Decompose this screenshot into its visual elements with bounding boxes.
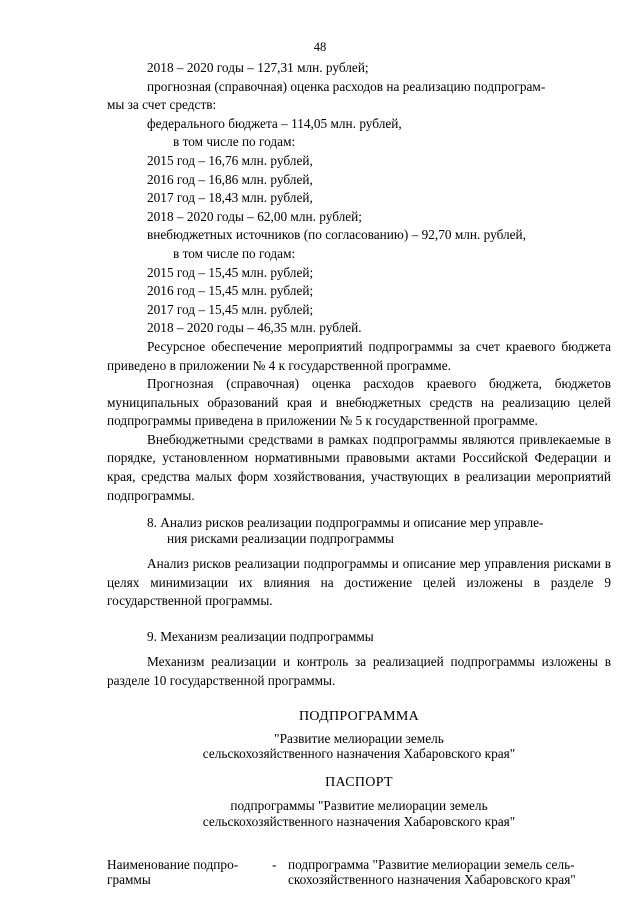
subprogram-name-line1: "Развитие мелиорации земель [274, 730, 444, 746]
passport-line2: сельскохозяйственного назначения Хабаровского края" [202, 813, 516, 829]
passport-row-label-line1: Наименование подпро- [107, 857, 239, 873]
section-8-heading [107, 515, 611, 547]
section-8-heading-line2: ния рисками реализации подпрограммы [167, 531, 394, 547]
passport-line1: подпрограммы "Развитие мелиорации земель [230, 798, 488, 814]
section-9-text: Механизм реализации и контроль за реализацией подпрограммы изложены в разделе 10 государственной программы. [107, 654, 611, 688]
funding-line: федерального бюджета – 114,05 млн. рублей, [147, 115, 402, 131]
funding-line: 2018 – 2020 годы – 62,00 млн. рублей; [147, 208, 362, 224]
subprogram-name-line2: сельскохозяйственного назначения Хабаровского края" [202, 746, 516, 762]
funding-line: 2015 год – 15,45 млн. рублей; [147, 264, 314, 280]
passport-row-label [107, 857, 257, 887]
funding-line: прогнозная (справочная) оценка расходов на реализацию подпрограм- [147, 78, 546, 94]
funding-line: 2018 – 2020 годы – 127,31 млн. рублей; [147, 60, 369, 75]
funding-line: 2016 год – 15,45 млн. рублей; [147, 283, 314, 299]
passport-row-value-line1: подпрограмма "Развитие мелиорации земель сель- [288, 857, 575, 873]
funding-line: в том числе по годам: [173, 245, 296, 261]
section-8-text: Анализ рисков реализации подпрограммы и описание мер управления рисками в целях минимизации их влияния на достижение целей изложены в разделе 9 государственной программы. [107, 556, 611, 609]
section-8-heading-line1: 8. Анализ рисков реализации подпрограммы и описание мер управле- [147, 515, 544, 531]
funding-line: 2018 – 2020 годы – 46,35 млн. рублей. [147, 320, 362, 336]
passport-row-value [288, 857, 611, 887]
paragraph-forecast: Прогнозная (справочная) оценка расходов краевого бюджета, бюджетов муниципальных образований края и внебюджетных средств на реализацию целей подпрограммы приведена в приложении № 5 к государственной программе. [107, 376, 611, 429]
passport-table-row [107, 857, 611, 897]
funding-line: мы за счет средств: [107, 97, 217, 113]
paragraph-resources: Ресурсное обеспечение мероприятий подпрограммы за счет краевого бюджета приведено в приложении № 4 к государственной программе. [107, 338, 611, 373]
funding-line: 2017 год – 18,43 млн. рублей, [147, 190, 313, 206]
funding-line: в том числе по годам: [173, 134, 296, 150]
document-body [107, 59, 611, 897]
funding-line: 2016 год – 16,86 млн. рублей, [147, 171, 313, 187]
funding-line: внебюджетных источников (по согласованию) – 92,70 млн. рублей, [147, 227, 526, 243]
paragraph-extrabudgetary: Внебюджетными средствами в рамках подпрограммы являются привлекаемые в порядке, установленном нормативными правовыми актами Российской Федерации и края, средства малых форм хозяйствования, участвующих в реализации мероприятий подпрограммы. [107, 431, 611, 503]
section-9-heading: 9. Механизм реализации подпрограммы [147, 629, 374, 645]
funding-line: 2015 год – 16,76 млн. рублей, [147, 152, 313, 168]
passport-row-label-line2: граммы [107, 872, 151, 888]
passport-row-dash: - [272, 857, 277, 873]
funding-line: 2017 год – 15,45 млн. рублей; [147, 301, 314, 317]
passport-title: ПАСПОРТ [325, 774, 393, 790]
passport-row-value-line2: скохозяйственного назначения Хабаровского края" [288, 872, 576, 888]
subprogram-title: ПОДПРОГРАММА [298, 709, 420, 725]
page-number: 48 [313, 40, 327, 54]
